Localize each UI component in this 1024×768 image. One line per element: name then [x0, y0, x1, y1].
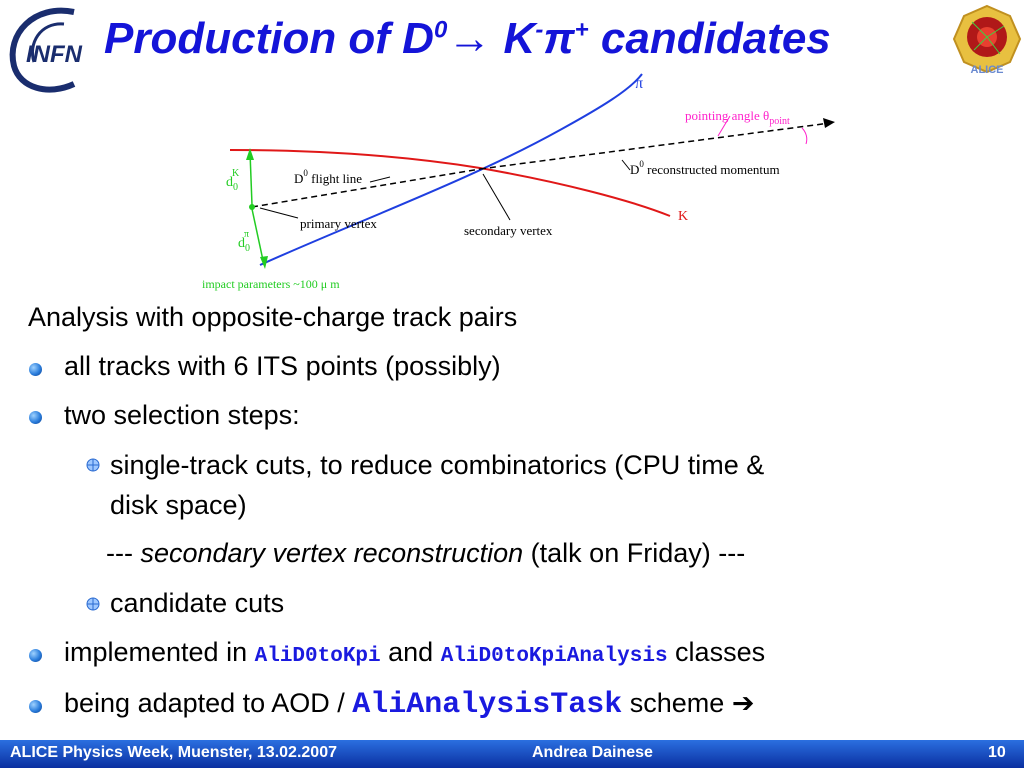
bullet-icon: [29, 363, 42, 376]
bullet-implemented: implemented in AliD0toKpi and AliD0toKpiAnalysis classes: [64, 637, 766, 668]
sub-bullet-single-track-cont: disk space): [110, 490, 247, 520]
page-number: 10: [988, 744, 1006, 761]
secondary-vertex-note: --- secondary vertex reconstruction (talk on Friday) ---: [106, 538, 746, 568]
k-label: K: [678, 209, 689, 224]
arrow-right-icon: ➔: [731, 688, 755, 718]
d0pi-label: $d_0\pi$: [238, 229, 250, 254]
slide-title: Production of $D^0\to K^-\pi^+$ candidates: [104, 14, 831, 63]
footer-event: ALICE Physics Week, Muenster, 13.02.2007: [10, 744, 337, 761]
bullet-icon: [29, 700, 42, 713]
pi-label: π: [635, 75, 644, 92]
bullet-selection-steps: two selection steps:: [64, 400, 300, 430]
secondary-vertex-label: secondary vertex: [464, 223, 553, 238]
footer-author: Andrea Dainese: [532, 744, 653, 761]
footer-bar: [0, 740, 1024, 768]
bullet-icon: [29, 411, 42, 424]
svg-text:INFN: INFN: [26, 41, 82, 68]
bullet-icon: [29, 649, 42, 662]
bullet-all-tracks: all tracks with 6 ITS points (possibly): [64, 351, 501, 381]
body-heading: Analysis with opposite-charge track pairs: [28, 302, 518, 332]
pointing-angle-label: pointing angle $\theta_{point}$: [685, 108, 790, 127]
impact-parameters-label: impact parameters ~100 μ m: [202, 277, 340, 291]
sub-bullet-candidate-cuts: candidate cuts: [110, 588, 285, 618]
sub-bullet-icon: [86, 458, 100, 472]
svg-text:ALICE: ALICE: [970, 64, 1004, 74]
flight-line-label: $D^0$ flight line: [294, 168, 363, 186]
reconstructed-momentum-label: $D^0$ reconstructed momentum: [630, 159, 780, 177]
primary-vertex-label: primary vertex: [300, 216, 377, 231]
sub-bullet-single-track: single-track cuts, to reduce combinatorics (CPU time &: [110, 450, 765, 480]
d0k-label: $d_0K$: [226, 168, 240, 193]
bullet-aod: being adapted to AOD / AliAnalysisTask scheme ➔: [64, 688, 755, 722]
sub-bullet-icon: [86, 597, 100, 611]
